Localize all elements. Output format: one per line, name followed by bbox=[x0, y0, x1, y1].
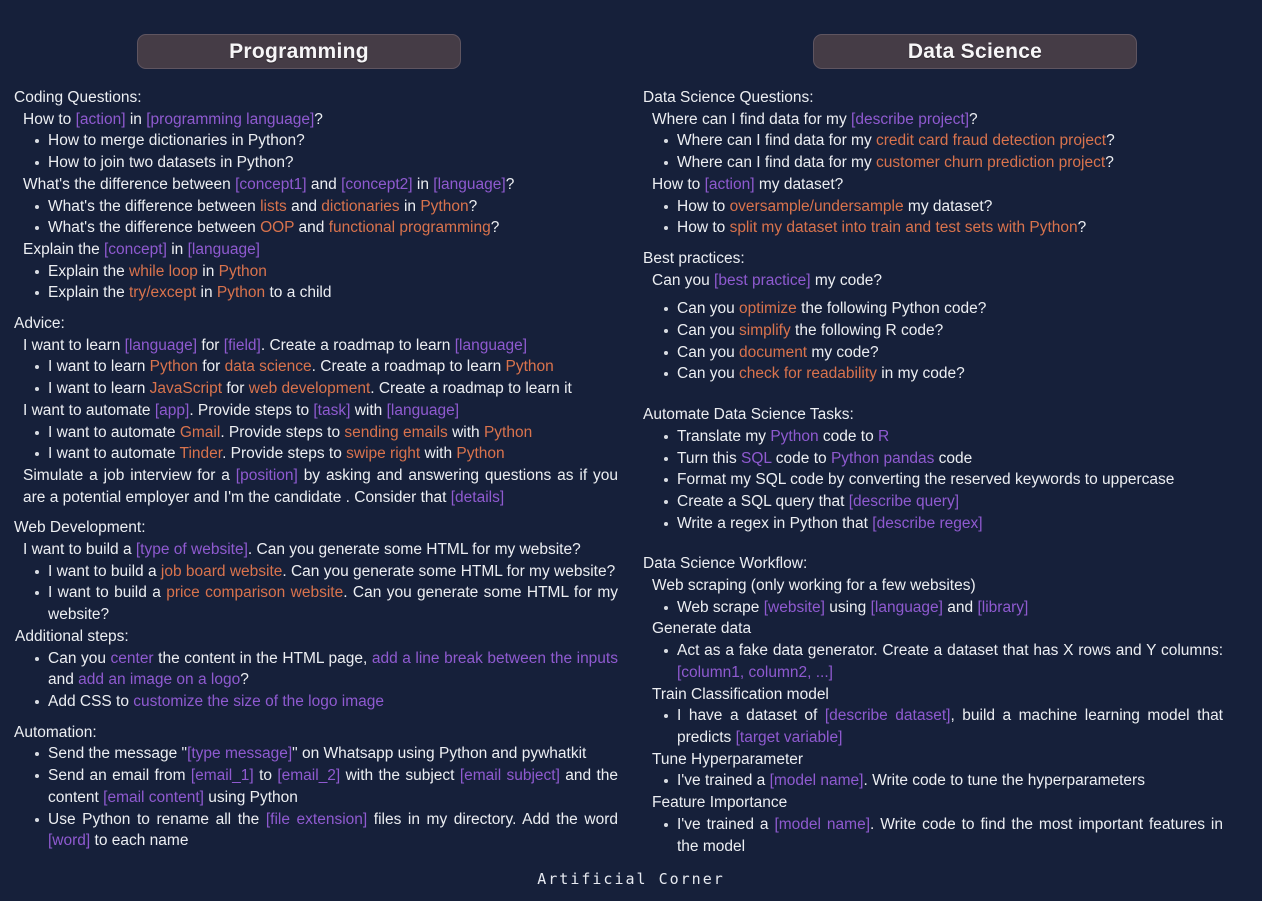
prompt-line bbox=[643, 575, 1223, 597]
plain-text: " on Whatsapp using Python and pywhatkit bbox=[292, 745, 587, 763]
plain-text: How to bbox=[23, 110, 76, 128]
bullet-dot bbox=[35, 270, 39, 274]
plain-text: I've trained a bbox=[677, 815, 775, 833]
plain-text: Translate my bbox=[677, 427, 771, 445]
bullet-dot bbox=[35, 205, 39, 209]
plain-text: Feature Importance bbox=[652, 794, 788, 812]
plain-text: Explain the bbox=[48, 262, 129, 280]
orange-text: functional programming bbox=[328, 219, 491, 237]
plain-text: using Python bbox=[203, 788, 298, 806]
purple-text: [concept] bbox=[104, 240, 167, 258]
bullet-item bbox=[14, 261, 618, 283]
purple-text: [language] bbox=[870, 598, 943, 616]
plain-text: How to bbox=[652, 175, 705, 193]
section-automation bbox=[14, 722, 618, 852]
plain-text: for bbox=[197, 358, 225, 376]
bullet-dot bbox=[664, 823, 668, 827]
section-best-practices bbox=[643, 248, 1223, 385]
bullet-item bbox=[643, 469, 1223, 491]
purple-text: [language] bbox=[433, 175, 506, 193]
orange-text: document bbox=[739, 343, 808, 361]
prompt-line bbox=[14, 626, 618, 648]
bullet-item bbox=[14, 422, 618, 444]
plain-text: Where can I find data for my bbox=[652, 110, 852, 128]
bullet-dot bbox=[35, 387, 39, 391]
bullet-dot bbox=[35, 818, 39, 822]
purple-text: [position] bbox=[235, 466, 298, 484]
plain-text: with bbox=[420, 445, 457, 463]
purple-text: [language] bbox=[187, 240, 260, 258]
plain-text: . Write code to find the most important features in the model bbox=[677, 815, 1223, 855]
bullet-item bbox=[14, 648, 618, 691]
plain-text: Can you bbox=[677, 365, 740, 383]
plain-text: Format my SQL code by converting the reserved keywords to uppercase bbox=[677, 471, 1175, 489]
plain-text: What's the difference between bbox=[48, 219, 261, 237]
purple-text: add an image on a logo bbox=[78, 671, 241, 689]
bullet-dot bbox=[35, 365, 39, 369]
orange-text: JavaScript bbox=[149, 380, 223, 398]
section-title: Data Science Questions: bbox=[643, 89, 814, 106]
purple-text: [word] bbox=[48, 832, 91, 850]
bullet-dot bbox=[664, 500, 668, 504]
plain-text: the content in the HTML page, bbox=[153, 649, 372, 667]
bullet-item bbox=[643, 770, 1223, 792]
purple-text: [describe dataset] bbox=[824, 707, 951, 725]
plain-text: and bbox=[294, 219, 329, 237]
bullet-dot bbox=[664, 435, 668, 439]
bullet-dot bbox=[664, 226, 668, 230]
purple-text: [target variable] bbox=[735, 728, 843, 746]
prompt-line bbox=[643, 684, 1223, 706]
plain-text: ? bbox=[969, 110, 978, 128]
purple-text: [type message] bbox=[187, 745, 293, 763]
plain-text: Explain the bbox=[23, 240, 104, 258]
bullet-item bbox=[14, 282, 618, 304]
bullet-item bbox=[14, 809, 618, 852]
section-title: Automation: bbox=[14, 723, 97, 741]
plain-text: ? bbox=[490, 219, 500, 237]
plain-text: ? bbox=[240, 671, 249, 689]
plain-text: in bbox=[197, 262, 219, 280]
purple-text: [action] bbox=[75, 110, 126, 128]
plain-text: ? bbox=[314, 110, 323, 128]
bullet-dot bbox=[35, 657, 39, 661]
plain-text: in bbox=[125, 110, 147, 128]
purple-text: [describe query] bbox=[848, 492, 960, 510]
bullet-item bbox=[643, 320, 1223, 342]
plain-text: Web scraping (only working for a few websites) bbox=[652, 577, 976, 595]
plain-text: and bbox=[942, 598, 978, 616]
plain-text: I want to automate bbox=[48, 423, 180, 441]
plain-text: by asking and answering questions as if you are a potential employer and I'm the candidate . Consider that bbox=[23, 466, 618, 506]
orange-text: Python bbox=[505, 358, 554, 376]
plain-text: Generate data bbox=[652, 620, 752, 638]
bullet-dot bbox=[664, 779, 668, 783]
bullet-item bbox=[14, 152, 618, 174]
footer-credit: Artificial Corner bbox=[537, 870, 725, 888]
orange-text: lists bbox=[260, 197, 287, 215]
section-data-science-questions bbox=[643, 87, 1223, 239]
orange-text: while loop bbox=[129, 262, 198, 280]
plain-text: in bbox=[196, 284, 217, 302]
prompt-line bbox=[643, 109, 1223, 131]
plain-text: . Write code to tune the hyperparameters bbox=[863, 772, 1145, 790]
purple-text: [concept2] bbox=[341, 175, 413, 193]
purple-text: [file extension] bbox=[265, 810, 368, 828]
plain-text: Can you bbox=[652, 271, 715, 289]
plain-text: my code? bbox=[810, 271, 883, 289]
bullet-dot bbox=[664, 478, 668, 482]
orange-text: simplify bbox=[739, 322, 791, 340]
section-web-development bbox=[14, 517, 618, 712]
plain-text: I want to build a bbox=[48, 584, 167, 602]
bullet-item bbox=[14, 443, 618, 465]
prompt-line bbox=[14, 335, 618, 357]
plain-text: my dataset? bbox=[903, 197, 993, 215]
section-automate-data-science-tasks bbox=[643, 404, 1223, 534]
bullet-item bbox=[643, 152, 1223, 174]
purple-text: [describe project] bbox=[851, 110, 970, 128]
bullet-dot bbox=[35, 139, 39, 143]
plain-text: Write a regex in Python that bbox=[677, 514, 873, 532]
bullet-item bbox=[14, 743, 618, 765]
plain-text: and bbox=[306, 175, 342, 193]
column-data-science bbox=[643, 14, 1223, 866]
section-coding-questions bbox=[14, 87, 618, 304]
plain-text: . Provide steps to bbox=[222, 445, 347, 463]
plain-text: How to join two datasets in Python? bbox=[48, 154, 294, 172]
bullet-dot bbox=[664, 307, 668, 311]
bullet-dot bbox=[35, 700, 39, 704]
orange-text: split my dataset into train and test sets with Python bbox=[729, 219, 1078, 237]
prompt-line bbox=[14, 400, 618, 422]
bullet-dot bbox=[35, 452, 39, 456]
purple-text: [library] bbox=[977, 598, 1029, 616]
plain-text: . Provide steps to bbox=[189, 401, 314, 419]
plain-text: Where can I find data for my bbox=[677, 132, 877, 150]
prompt-line bbox=[643, 618, 1223, 640]
purple-text: [website] bbox=[763, 598, 825, 616]
bullet-dot bbox=[664, 372, 668, 376]
plain-text: I want to automate bbox=[48, 445, 180, 463]
orange-text: job board website bbox=[160, 562, 283, 580]
plain-text: How to bbox=[677, 197, 730, 215]
bullet-item bbox=[643, 298, 1223, 320]
orange-text: try/except bbox=[129, 284, 197, 302]
purple-text: [email_2] bbox=[277, 767, 341, 785]
plain-text: . Create a roadmap to learn bbox=[260, 336, 455, 354]
plain-text: I want to build a bbox=[48, 562, 161, 580]
orange-text: Tinder bbox=[179, 445, 223, 463]
bullet-item bbox=[643, 814, 1223, 857]
purple-text: [email content] bbox=[103, 788, 204, 806]
purple-text: [type of website] bbox=[135, 541, 248, 559]
bullet-dot bbox=[35, 570, 39, 574]
bullet-dot bbox=[35, 774, 39, 778]
bullet-item bbox=[14, 765, 618, 808]
bullet-item bbox=[14, 196, 618, 218]
plain-text: I want to learn bbox=[48, 358, 150, 376]
purple-text: SQL bbox=[741, 449, 772, 467]
orange-text: Python bbox=[149, 358, 198, 376]
plain-text: How to merge dictionaries in Python? bbox=[48, 132, 305, 150]
purple-text: [details] bbox=[450, 488, 505, 506]
plain-text: ? bbox=[468, 197, 478, 215]
orange-text: Python bbox=[483, 423, 533, 441]
plain-text: Send the message " bbox=[48, 745, 188, 763]
bullet-dot bbox=[664, 329, 668, 333]
plain-text: code bbox=[934, 449, 973, 467]
plain-text: . Can you generate some HTML for my website? bbox=[48, 584, 619, 624]
column-programming bbox=[14, 14, 618, 866]
plain-text: in bbox=[412, 175, 434, 193]
plain-text: code to bbox=[818, 427, 879, 445]
bullet-dot bbox=[35, 226, 39, 230]
bullet-item bbox=[643, 196, 1223, 218]
bullet-item bbox=[643, 342, 1223, 364]
column-header-data-science: Data Science bbox=[813, 34, 1137, 69]
section-title: Advice: bbox=[14, 315, 65, 333]
plain-text: and the content bbox=[48, 767, 618, 806]
bullet-dot bbox=[664, 139, 668, 143]
bullet-item bbox=[14, 561, 618, 583]
bullet-dot bbox=[664, 351, 668, 355]
plain-text: Can you bbox=[48, 649, 111, 667]
purple-text: [field] bbox=[223, 336, 261, 354]
plain-text: I want to learn bbox=[23, 336, 125, 354]
plain-text: my code? bbox=[807, 343, 879, 361]
plain-text: I want to learn bbox=[48, 380, 150, 398]
bullet-item bbox=[643, 426, 1223, 448]
bullet-dot bbox=[664, 606, 668, 610]
plain-text: and bbox=[48, 671, 79, 689]
plain-text: . Can you generate some HTML for my website? bbox=[247, 541, 581, 559]
plain-text: files in my directory. Add the word bbox=[367, 810, 618, 828]
plain-text: in bbox=[399, 197, 421, 215]
plain-text: What's the difference between bbox=[23, 175, 236, 193]
bullet-item bbox=[14, 691, 618, 713]
plain-text: code to bbox=[771, 449, 831, 467]
prompt-line bbox=[643, 749, 1223, 771]
bullet-dot bbox=[664, 522, 668, 526]
prompt-line bbox=[14, 539, 618, 561]
column-header-programming: Programming bbox=[137, 34, 461, 69]
plain-text: ? bbox=[1106, 132, 1115, 150]
plain-text: . Can you generate some HTML for my website? bbox=[282, 562, 616, 580]
section-advice bbox=[14, 313, 618, 508]
plain-text: and bbox=[286, 197, 322, 215]
bullet-dot bbox=[664, 714, 668, 718]
purple-text: R bbox=[878, 427, 890, 445]
plain-text: How to bbox=[677, 219, 730, 237]
bullet-item bbox=[643, 640, 1223, 683]
plain-text: Additional steps: bbox=[15, 627, 129, 645]
plain-text: Can you bbox=[677, 322, 740, 340]
orange-text: Gmail bbox=[179, 423, 221, 441]
plain-text: with bbox=[350, 401, 387, 419]
bullet-item bbox=[643, 491, 1223, 513]
plain-text: . Provide steps to bbox=[220, 423, 345, 441]
plain-text: in my code? bbox=[876, 365, 965, 383]
prompt-line bbox=[14, 239, 618, 261]
bullet-item bbox=[14, 582, 618, 625]
purple-text: Python pandas bbox=[830, 449, 935, 467]
section-title: Data Science Workflow: bbox=[643, 555, 808, 573]
orange-text: web development bbox=[248, 380, 371, 398]
section-title: Automate Data Science Tasks: bbox=[643, 406, 854, 424]
section-title: Coding Questions: bbox=[14, 89, 142, 106]
purple-text: [language] bbox=[124, 336, 198, 354]
bullet-item bbox=[14, 217, 618, 239]
plain-text: I want to build a bbox=[23, 541, 136, 559]
orange-text: data science bbox=[224, 358, 312, 376]
purple-text: [model name] bbox=[769, 772, 864, 790]
purple-text: [describe regex] bbox=[872, 514, 983, 532]
bullet-item bbox=[643, 217, 1223, 239]
plain-text: Can you bbox=[677, 343, 740, 361]
plain-text: with bbox=[447, 423, 484, 441]
prompt-line bbox=[643, 270, 1223, 292]
purple-text: [language] bbox=[454, 336, 528, 354]
plain-text: Simulate a job interview for a bbox=[23, 466, 236, 484]
prompt-line bbox=[14, 465, 618, 508]
purple-text: [task] bbox=[313, 401, 351, 419]
bullet-dot bbox=[35, 591, 39, 595]
purple-text: [model name] bbox=[774, 815, 871, 833]
orange-text: check for readability bbox=[739, 365, 877, 383]
plain-text: my dataset? bbox=[754, 175, 844, 193]
plain-text: to bbox=[253, 767, 278, 785]
bullet-item bbox=[643, 448, 1223, 470]
orange-text: oversample/undersample bbox=[729, 197, 904, 215]
orange-text: Python bbox=[218, 262, 267, 280]
bullet-dot bbox=[35, 161, 39, 165]
orange-text: Python bbox=[216, 284, 266, 302]
bullet-item bbox=[643, 705, 1223, 748]
plain-text: for bbox=[197, 336, 224, 354]
plain-text: Use Python to rename all the bbox=[48, 810, 266, 828]
bullet-dot bbox=[664, 205, 668, 209]
plain-text: in bbox=[166, 240, 188, 258]
plain-text: for bbox=[222, 380, 249, 398]
plain-text: I want to automate bbox=[23, 401, 155, 419]
plain-text: Turn this bbox=[677, 449, 742, 467]
purple-text: [best practice] bbox=[714, 271, 811, 289]
purple-text: [app] bbox=[154, 401, 190, 419]
bullet-item bbox=[643, 513, 1223, 535]
purple-text: Python bbox=[770, 427, 819, 445]
plain-text: ? bbox=[1077, 219, 1087, 237]
plain-text: Train Classification model bbox=[652, 685, 829, 703]
prompt-line bbox=[643, 792, 1223, 814]
plain-text: Add CSS to bbox=[48, 692, 134, 710]
prompt-line bbox=[643, 174, 1223, 196]
prompt-line bbox=[14, 109, 618, 131]
purple-text: customize the size of the logo image bbox=[133, 692, 385, 710]
plain-text: . Create a roadmap to learn it bbox=[370, 380, 572, 398]
plain-text: , build a machine learning model that predicts bbox=[677, 707, 1223, 746]
bullet-item bbox=[643, 363, 1223, 385]
plain-text: . Create a roadmap to learn bbox=[311, 358, 506, 376]
plain-text: Web scrape bbox=[677, 598, 764, 616]
bullet-item bbox=[14, 130, 618, 152]
bullet-dot bbox=[664, 649, 668, 653]
purple-text: [email subject] bbox=[459, 767, 560, 785]
plain-text: using bbox=[824, 598, 871, 616]
plain-text: Explain the bbox=[48, 284, 129, 302]
bullet-dot bbox=[664, 161, 668, 165]
orange-text: credit card fraud detection project bbox=[876, 132, 1107, 150]
orange-text: customer churn prediction project bbox=[876, 154, 1106, 172]
plain-text: ? bbox=[1105, 154, 1114, 172]
orange-text: OOP bbox=[260, 219, 295, 237]
purple-text: [action] bbox=[704, 175, 755, 193]
bullet-dot bbox=[35, 431, 39, 435]
bullet-dot bbox=[35, 752, 39, 756]
bullet-item bbox=[14, 378, 618, 400]
bullet-item bbox=[643, 130, 1223, 152]
plain-text: Create a SQL query that bbox=[677, 492, 849, 510]
orange-text: price comparison website bbox=[166, 584, 344, 602]
orange-text: swipe right bbox=[346, 445, 421, 463]
plain-text: to a child bbox=[265, 284, 332, 302]
plain-text: Can you bbox=[677, 300, 740, 318]
plain-text: Send an email from bbox=[48, 767, 191, 785]
bullet-item bbox=[14, 356, 618, 378]
bullet-dot bbox=[35, 291, 39, 295]
purple-text: [programming language] bbox=[146, 110, 315, 128]
plain-text: I have a dataset of bbox=[677, 707, 825, 725]
plain-text: I've trained a bbox=[677, 772, 770, 790]
prompt-line bbox=[14, 174, 618, 196]
purple-text: [email_1] bbox=[190, 767, 254, 785]
orange-text: Python bbox=[420, 197, 469, 215]
orange-text: dictionaries bbox=[321, 197, 400, 215]
purple-text: [column1, column2, ...] bbox=[677, 663, 833, 681]
plain-text: Where can I find data for my bbox=[677, 154, 877, 172]
orange-text: optimize bbox=[739, 300, 797, 318]
bullet-dot bbox=[664, 457, 668, 461]
plain-text: with the subject bbox=[340, 767, 460, 785]
plain-text: What's the difference between bbox=[48, 197, 261, 215]
plain-text: the following R code? bbox=[790, 322, 944, 340]
purple-text: add a line break between the inputs bbox=[371, 649, 618, 667]
section-title: Best practices: bbox=[643, 249, 745, 267]
orange-text: Python bbox=[456, 445, 505, 463]
section-title: Web Development: bbox=[14, 519, 146, 537]
purple-text: [language] bbox=[386, 401, 460, 419]
plain-text: to each name bbox=[90, 832, 189, 850]
section-data-science-workflow bbox=[643, 553, 1223, 857]
orange-text: sending emails bbox=[344, 423, 448, 441]
plain-text: ? bbox=[505, 175, 515, 193]
plain-text: Act as a fake data generator. Create a dataset that has X rows and Y columns: bbox=[677, 642, 1223, 660]
plain-text: Tune Hyperparameter bbox=[652, 750, 804, 768]
purple-text: center bbox=[110, 649, 154, 667]
plain-text: the following Python code? bbox=[796, 300, 987, 318]
bullet-item bbox=[643, 597, 1223, 619]
purple-text: [concept1] bbox=[235, 175, 307, 193]
